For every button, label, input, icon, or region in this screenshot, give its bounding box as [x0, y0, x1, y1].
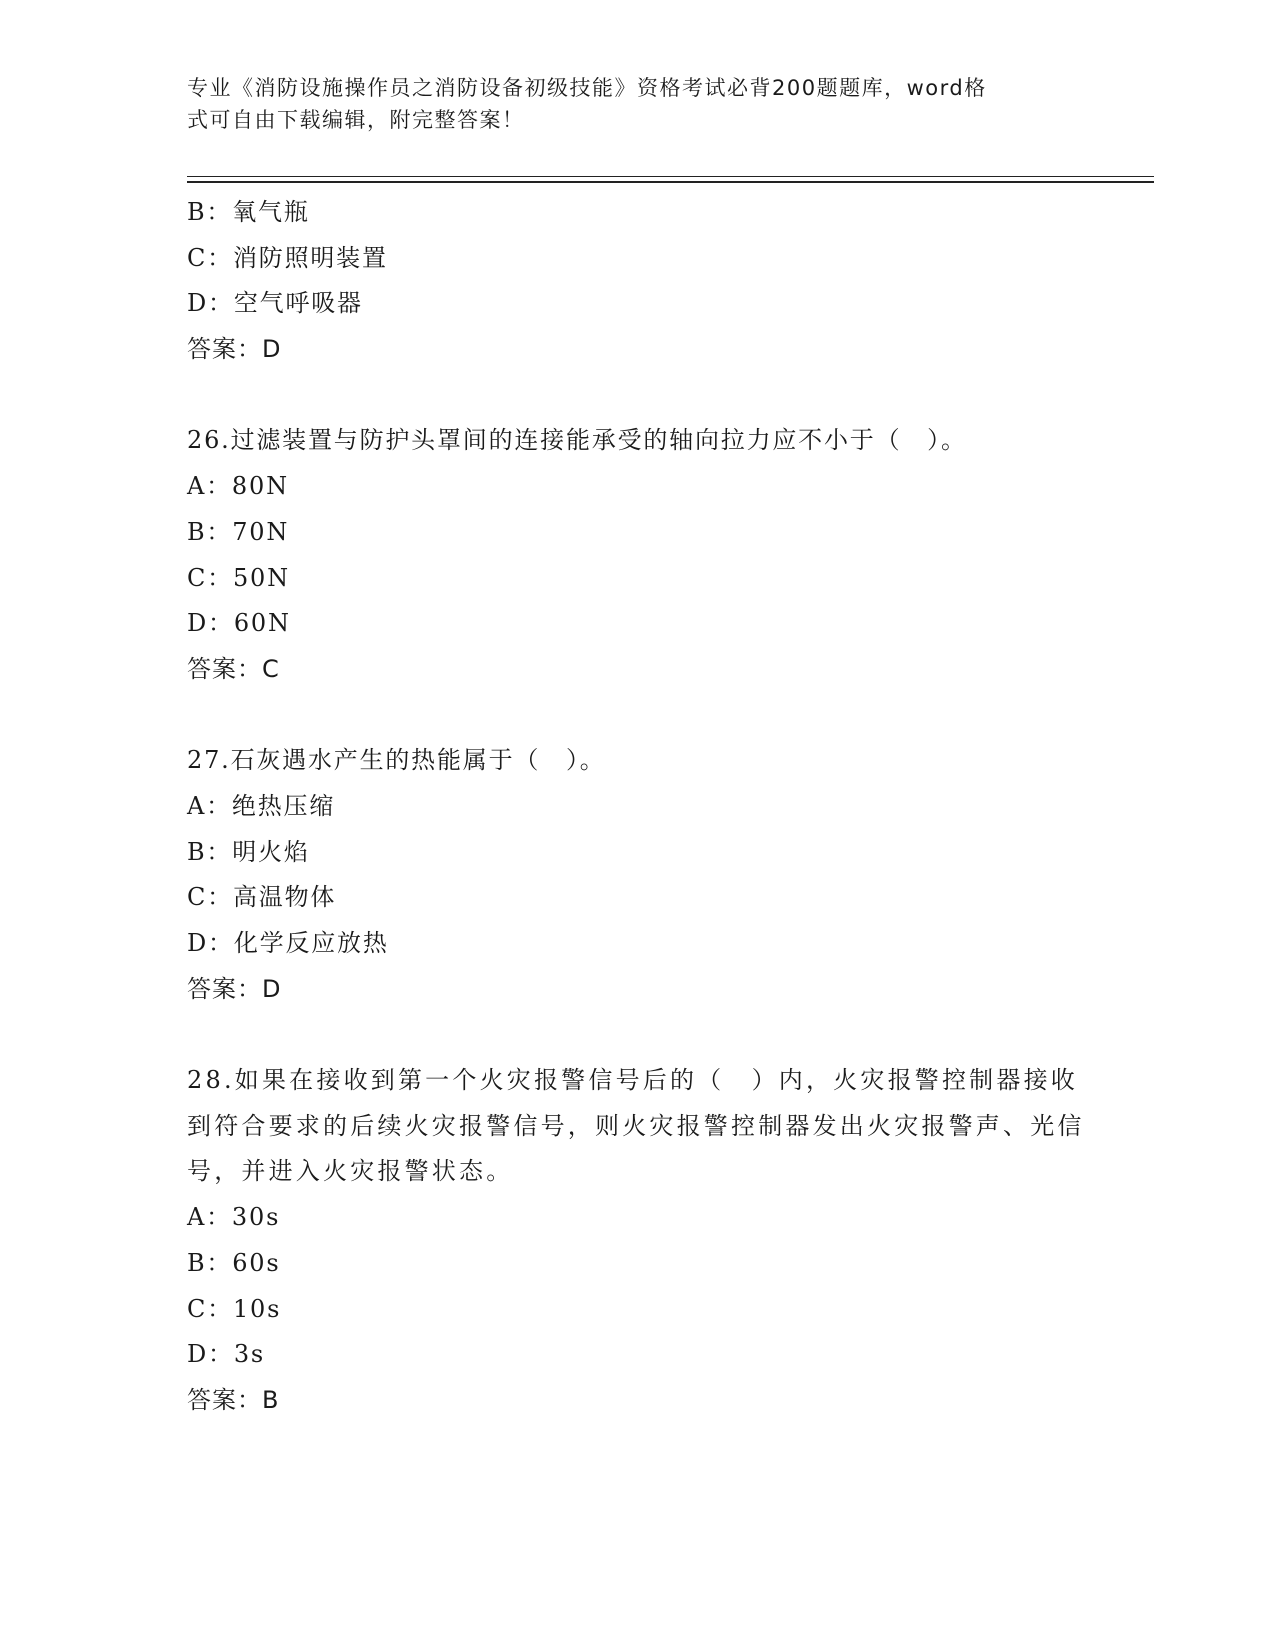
option-a: A：80N	[187, 472, 289, 501]
answer: 答案：C	[187, 654, 280, 683]
option-c: C：高温物体	[187, 883, 337, 912]
option-b: B：明火焰	[187, 837, 310, 866]
option-d: D：化学反应放热	[187, 929, 389, 957]
question-text: 28.如果在接收到第一个火灾报警信号后的（ ）内，火灾报警控制器接收到符合要求的后续火灾报警信号，则火灾报警控制器发出火灾报警声、光信号，并进入火灾报警状态。	[187, 1066, 1085, 1186]
option-c: C：消防照明装置	[187, 243, 388, 272]
option-b: B：氧气瓶	[187, 198, 310, 226]
question-27	[187, 738, 1087, 1012]
option-b: B：70N	[187, 517, 290, 546]
header-line-1: 专业《消防设施操作员之消防设备初级技能》资格考试必背200题题库，word格	[187, 76, 987, 100]
question-28	[187, 1058, 1087, 1424]
option-b: B：60s	[187, 1248, 281, 1277]
option-d: D：3s	[187, 1340, 266, 1369]
question-25	[187, 190, 1087, 373]
document-header	[187, 72, 1067, 136]
answer: 答案：D	[187, 974, 282, 1003]
header-divider-bottom	[187, 181, 1154, 183]
answer: 答案：B	[187, 1385, 280, 1414]
option-a: A：30s	[187, 1203, 281, 1232]
option-d: D：空气呼吸器	[187, 289, 363, 318]
header-divider-top	[187, 176, 1154, 177]
option-a: A：绝热压缩	[187, 791, 336, 820]
header-line-2: 式可自由下载编辑，附完整答案！	[187, 108, 525, 132]
question-list	[187, 190, 1087, 1424]
option-c: C：10s	[187, 1294, 282, 1323]
answer: 答案：D	[187, 335, 282, 364]
question-text: 26.过滤装置与防护头罩间的连接能承受的轴向拉力应不小于（ ）。	[187, 426, 967, 455]
option-d: D：60N	[187, 609, 291, 638]
question-26	[187, 418, 1087, 692]
option-c: C：50N	[187, 563, 290, 592]
question-text: 27.石灰遇水产生的热能属于（ ）。	[187, 746, 606, 775]
